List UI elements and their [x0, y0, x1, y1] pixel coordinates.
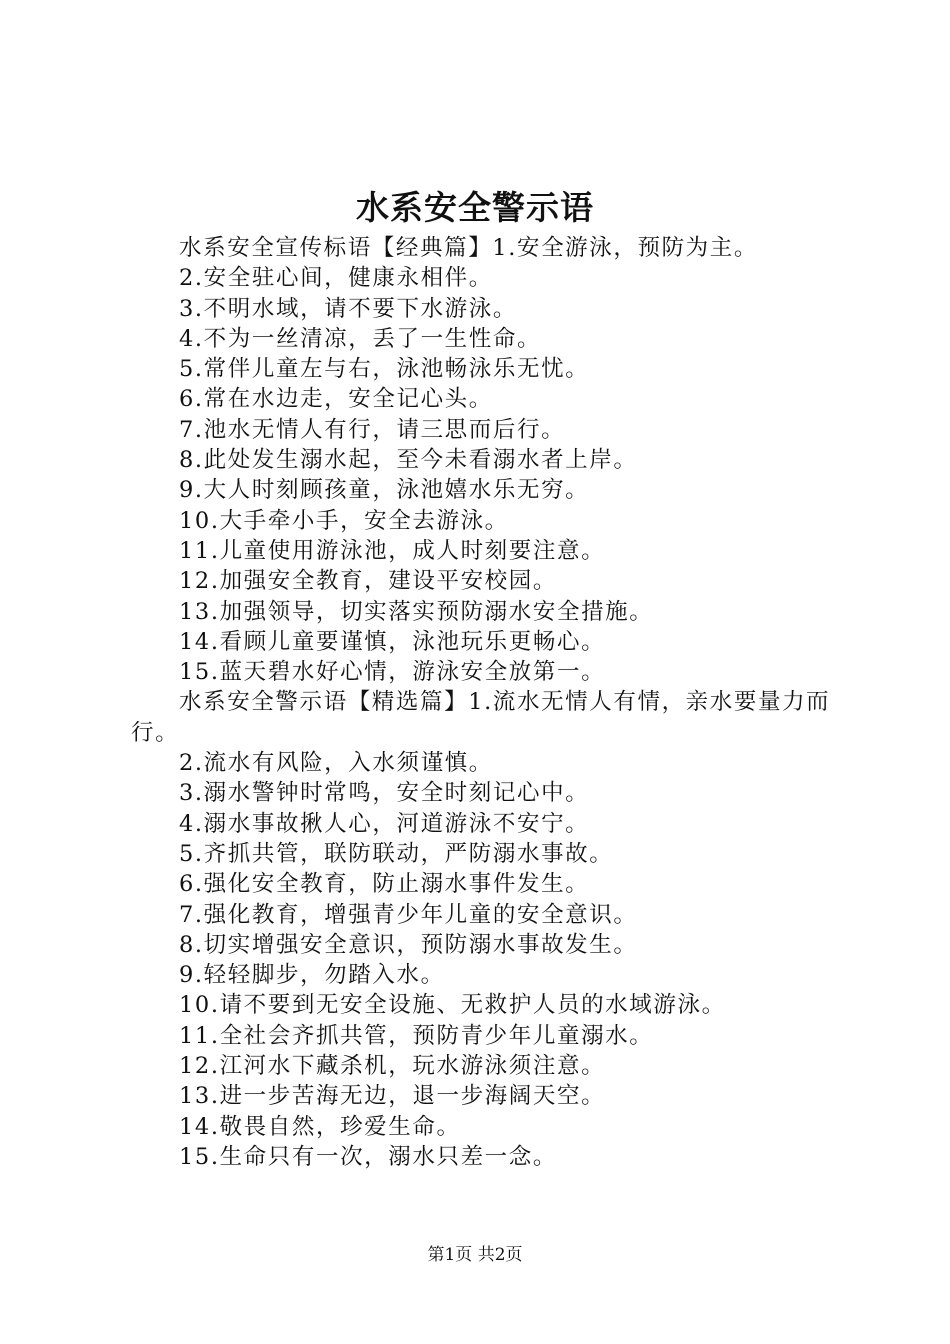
paragraph: 14.敬畏自然，珍爱生命。 [179, 1113, 461, 1140]
paragraph: 5.常伴儿童左与右，泳池畅泳乐无忧。 [179, 356, 590, 383]
paragraph: 2.安全驻心间，健康永相伴。 [179, 265, 493, 292]
document-title: 水系安全警示语 [356, 188, 594, 227]
paragraph: 2.流水有风险，入水须谨慎。 [179, 750, 493, 777]
paragraph: 水系安全警示语【精选篇】1.流水无情人有情，亲水要量力而行。 [131, 689, 831, 746]
paragraph: 3.不明水域，请不要下水游泳。 [179, 295, 517, 322]
paragraph: 10.大手牵小手，安全去游泳。 [179, 507, 509, 534]
paragraph: 4.溺水事故揪人心，河道游泳不安宁。 [179, 810, 590, 837]
paragraph: 15.蓝天碧水好心情，游泳安全放第一。 [179, 659, 606, 686]
document-body [131, 233, 843, 1172]
paragraph: 11.儿童使用游泳池，成人时刻要注意。 [179, 537, 606, 564]
paragraph: 6.强化安全教育，防止溺水事件发生。 [179, 871, 590, 898]
paragraph: 12.加强安全教育，建设平安校园。 [179, 568, 557, 595]
paragraph: 8.此处发生溺水起，至今未看溺水者上岸。 [179, 447, 638, 474]
paragraph: 9.轻轻脚步，勿踏入水。 [179, 962, 445, 989]
paragraph: 6.常在水边走，安全记心头。 [179, 386, 493, 413]
paragraph: 8.切实增强安全意识，预防溺水事故发生。 [179, 931, 638, 958]
paragraph: 13.加强领导，切实落实预防溺水安全措施。 [179, 598, 654, 625]
paragraph: 水系安全宣传标语【经典篇】1.安全游泳，预防为主。 [179, 235, 758, 261]
paragraph: 14.看顾儿童要谨慎，泳池玩乐更畅心。 [179, 628, 606, 655]
paragraph: 3.溺水警钟时常鸣，安全时刻记心中。 [179, 780, 590, 807]
page-number-footer: 第1页 共2页 [427, 1245, 523, 1265]
paragraph: 13.进一步苦海无边，退一步海阔天空。 [179, 1083, 606, 1110]
paragraph: 11.全社会齐抓共管，预防青少年儿童溺水。 [179, 1022, 654, 1049]
paragraph: 10.请不要到无安全设施、无救护人员的水域游泳。 [179, 992, 726, 1019]
paragraph: 12.江河水下藏杀机，玩水游泳须注意。 [179, 1053, 606, 1080]
paragraph: 15.生命只有一次，溺水只差一念。 [179, 1143, 557, 1170]
paragraph: 5.齐抓共管，联防联动，严防溺水事故。 [179, 840, 614, 867]
paragraph: 7.池水无情人有行，请三思而后行。 [179, 416, 566, 443]
paragraph: 9.大人时刻顾孩童，泳池嬉水乐无穷。 [179, 477, 590, 504]
paragraph: 7.强化教育，增强青少年儿童的安全意识。 [179, 901, 638, 928]
paragraph: 4.不为一丝清凉，丢了一生性命。 [179, 325, 542, 352]
